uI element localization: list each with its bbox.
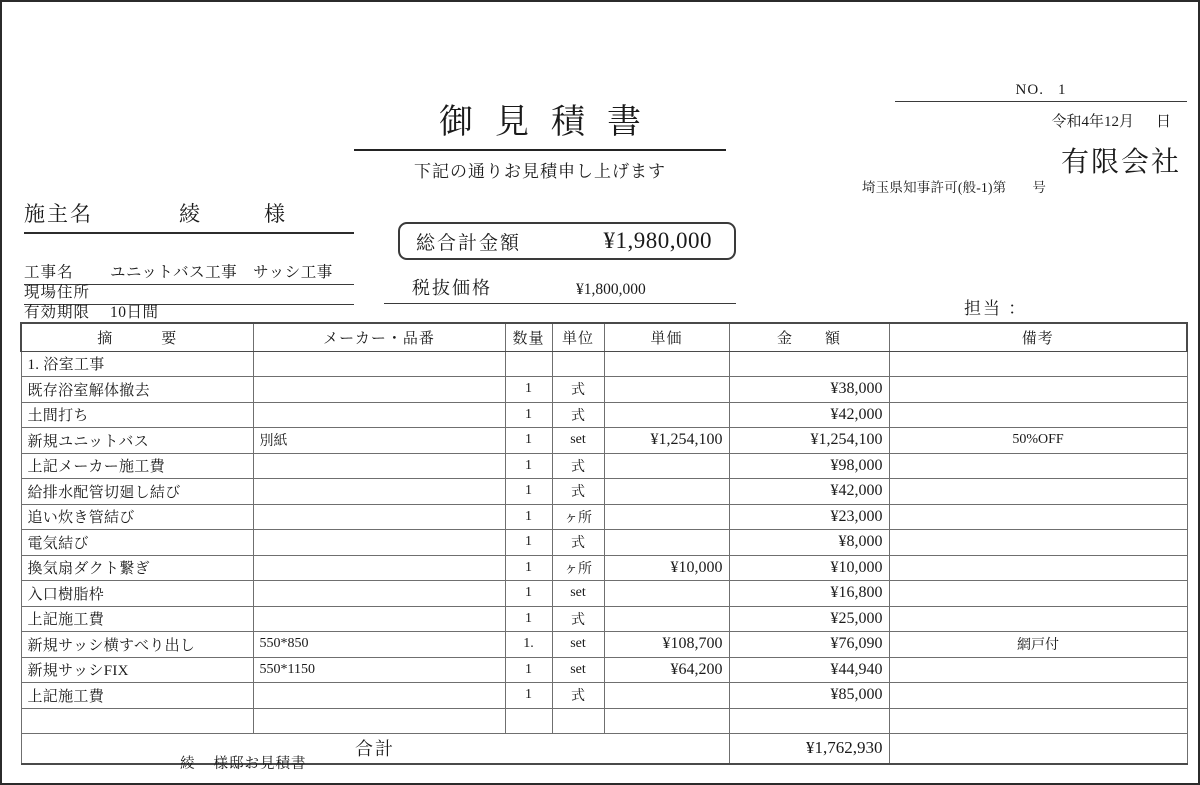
item-quantity: 1 bbox=[505, 377, 552, 403]
column-header-note: 備考 bbox=[889, 323, 1187, 351]
column-header-maker: メーカー・品番 bbox=[253, 323, 505, 351]
issue-date bbox=[895, 110, 1187, 131]
item-note: 50%OFF bbox=[889, 428, 1187, 454]
item-note bbox=[889, 555, 1187, 581]
item-quantity: 1 bbox=[505, 479, 552, 505]
item-amount: ¥42,000 bbox=[729, 479, 889, 505]
item-description: 上記施工費 bbox=[21, 606, 253, 632]
table-row bbox=[21, 657, 1187, 683]
item-unit: 式 bbox=[552, 402, 604, 428]
page-title: 御見積書 bbox=[354, 94, 726, 151]
item-quantity: 1 bbox=[505, 606, 552, 632]
item-maker bbox=[253, 351, 505, 377]
item-note bbox=[889, 606, 1187, 632]
table-row bbox=[21, 504, 1187, 530]
license-label: 埼玉県知事許可(般-1)第 bbox=[862, 180, 1007, 195]
item-maker bbox=[253, 377, 505, 403]
client-name-row bbox=[24, 198, 354, 234]
item-description: 上記メーカー施工費 bbox=[21, 453, 253, 479]
document-number-value: 1 bbox=[1057, 82, 1067, 98]
item-description: 換気扇ダクト繋ぎ bbox=[21, 555, 253, 581]
item-unit: ヶ所 bbox=[552, 504, 604, 530]
item-quantity bbox=[505, 351, 552, 377]
item-unit-price bbox=[604, 581, 729, 607]
item-note bbox=[889, 708, 1187, 734]
item-unit-price: ¥10,000 bbox=[604, 555, 729, 581]
item-unit-price bbox=[604, 351, 729, 377]
item-note bbox=[889, 351, 1187, 377]
item-note bbox=[889, 402, 1187, 428]
item-description: 入口樹脂枠 bbox=[21, 581, 253, 607]
item-note bbox=[889, 377, 1187, 403]
item-unit-price bbox=[604, 402, 729, 428]
table-row bbox=[21, 351, 1187, 377]
item-unit bbox=[552, 351, 604, 377]
page-subtitle: 下記の通りお見積申し上げます bbox=[414, 162, 666, 181]
item-note: 網戸付 bbox=[889, 632, 1187, 658]
license-suffix: 号 bbox=[1032, 180, 1047, 195]
table-header-row bbox=[21, 323, 1187, 351]
table-row bbox=[21, 530, 1187, 556]
item-maker: 550*1150 bbox=[253, 657, 505, 683]
item-quantity: 1 bbox=[505, 657, 552, 683]
item-unit: ヶ所 bbox=[552, 555, 604, 581]
item-amount: ¥25,000 bbox=[729, 606, 889, 632]
item-quantity: 1. bbox=[505, 632, 552, 658]
column-header-unit-price: 単価 bbox=[604, 323, 729, 351]
company-name: 有限会社 bbox=[1060, 147, 1181, 178]
item-unit-price bbox=[604, 504, 729, 530]
column-header-amount: 金 額 bbox=[729, 323, 889, 351]
item-quantity: 1 bbox=[505, 683, 552, 709]
item-quantity: 1 bbox=[505, 453, 552, 479]
item-amount: ¥76,090 bbox=[729, 632, 889, 658]
person-in-charge: 担当 ： bbox=[964, 299, 1028, 318]
item-note bbox=[889, 683, 1187, 709]
item-amount bbox=[729, 708, 889, 734]
footer-text: 様邸お見積書 bbox=[213, 756, 307, 772]
item-description: 追い炊き管結び bbox=[21, 504, 253, 530]
item-amount: ¥85,000 bbox=[729, 683, 889, 709]
item-unit: 式 bbox=[552, 479, 604, 505]
footer-client-name: 綾 bbox=[180, 756, 196, 772]
site-address-label: 現場住所 bbox=[24, 284, 91, 301]
item-quantity: 1 bbox=[505, 504, 552, 530]
item-description: 電気結び bbox=[21, 530, 253, 556]
total-label: 合計 bbox=[21, 734, 729, 764]
table-row bbox=[21, 453, 1187, 479]
license-number bbox=[862, 176, 1187, 196]
items-table-body bbox=[21, 351, 1187, 734]
validity-period-value: 10日間 bbox=[110, 304, 159, 321]
item-unit: set bbox=[552, 581, 604, 607]
items-table bbox=[20, 322, 1188, 765]
item-maker bbox=[253, 708, 505, 734]
item-description: 新規サッシ横すべり出し bbox=[21, 632, 253, 658]
item-unit-price bbox=[604, 683, 729, 709]
item-quantity bbox=[505, 708, 552, 734]
item-amount bbox=[729, 351, 889, 377]
client-name-honorific: 様 bbox=[264, 202, 287, 226]
item-amount: ¥38,000 bbox=[729, 377, 889, 403]
item-amount: ¥44,940 bbox=[729, 657, 889, 683]
item-maker bbox=[253, 606, 505, 632]
table-row bbox=[21, 683, 1187, 709]
grand-total-label: 総合計金額 bbox=[416, 232, 522, 254]
column-header-description: 摘 要 bbox=[21, 323, 253, 351]
item-unit: 式 bbox=[552, 530, 604, 556]
table-row bbox=[21, 402, 1187, 428]
item-maker: 別紙 bbox=[253, 428, 505, 454]
item-unit-price bbox=[604, 479, 729, 505]
table-row bbox=[21, 708, 1187, 734]
item-description: 土間打ち bbox=[21, 402, 253, 428]
total-note bbox=[889, 734, 1187, 764]
item-unit-price: ¥64,200 bbox=[604, 657, 729, 683]
table-row bbox=[21, 606, 1187, 632]
item-unit: set bbox=[552, 428, 604, 454]
column-header-quantity: 数量 bbox=[505, 323, 552, 351]
item-description bbox=[21, 708, 253, 734]
item-unit: 式 bbox=[552, 606, 604, 632]
item-unit: set bbox=[552, 632, 604, 658]
item-quantity: 1 bbox=[505, 581, 552, 607]
item-unit-price bbox=[604, 530, 729, 556]
item-quantity: 1 bbox=[505, 428, 552, 454]
table-row bbox=[21, 377, 1187, 403]
pretax-label: 税抜価格 bbox=[412, 278, 492, 298]
grand-total-value: ¥1,980,000 bbox=[603, 228, 712, 253]
item-maker bbox=[253, 402, 505, 428]
issue-date-value: 令和4年12月 bbox=[1051, 114, 1134, 130]
item-amount: ¥10,000 bbox=[729, 555, 889, 581]
item-description: 新規サッシFIX bbox=[21, 657, 253, 683]
item-maker: 550*850 bbox=[253, 632, 505, 658]
document-number-label: NO. bbox=[1015, 82, 1044, 98]
item-maker bbox=[253, 530, 505, 556]
item-description: 新規ユニットバス bbox=[21, 428, 253, 454]
table-row bbox=[21, 428, 1187, 454]
item-unit-price bbox=[604, 377, 729, 403]
item-quantity: 1 bbox=[505, 555, 552, 581]
item-unit-price bbox=[604, 708, 729, 734]
validity-period-label: 有効期限 bbox=[24, 304, 91, 321]
footer-note bbox=[180, 752, 307, 773]
client-name-value: 綾 bbox=[179, 202, 202, 226]
grand-total-box bbox=[398, 222, 736, 260]
item-unit-price: ¥108,700 bbox=[604, 632, 729, 658]
item-unit-price bbox=[604, 453, 729, 479]
item-maker bbox=[253, 504, 505, 530]
item-note bbox=[889, 581, 1187, 607]
total-amount: ¥1,762,930 bbox=[729, 734, 889, 764]
item-amount: ¥42,000 bbox=[729, 402, 889, 428]
item-amount: ¥8,000 bbox=[729, 530, 889, 556]
project-name-value: ユニットバス工事 サッシ工事 bbox=[110, 264, 333, 281]
item-unit-price: ¥1,254,100 bbox=[604, 428, 729, 454]
pretax-row bbox=[384, 274, 736, 304]
table-row bbox=[21, 632, 1187, 658]
client-name-label: 施主名 bbox=[24, 202, 93, 226]
item-maker bbox=[253, 479, 505, 505]
item-note bbox=[889, 479, 1187, 505]
issue-date-day: 日 bbox=[1155, 114, 1171, 130]
item-maker bbox=[253, 581, 505, 607]
document-number bbox=[895, 82, 1187, 102]
item-amount: ¥98,000 bbox=[729, 453, 889, 479]
table-row bbox=[21, 581, 1187, 607]
item-unit: 式 bbox=[552, 683, 604, 709]
item-note bbox=[889, 657, 1187, 683]
table-row bbox=[21, 479, 1187, 505]
item-amount: ¥23,000 bbox=[729, 504, 889, 530]
project-name-label: 工事名 bbox=[24, 264, 74, 281]
item-quantity: 1 bbox=[505, 530, 552, 556]
table-row bbox=[21, 555, 1187, 581]
item-note bbox=[889, 530, 1187, 556]
item-note bbox=[889, 453, 1187, 479]
item-description: 1. 浴室工事 bbox=[21, 351, 253, 377]
pretax-value: ¥1,800,000 bbox=[576, 281, 646, 298]
item-maker bbox=[253, 683, 505, 709]
item-description: 既存浴室解体撤去 bbox=[21, 377, 253, 403]
item-quantity: 1 bbox=[505, 402, 552, 428]
item-amount: ¥16,800 bbox=[729, 581, 889, 607]
item-unit: 式 bbox=[552, 453, 604, 479]
item-unit: 式 bbox=[552, 377, 604, 403]
item-amount: ¥1,254,100 bbox=[729, 428, 889, 454]
item-unit-price bbox=[604, 606, 729, 632]
item-note bbox=[889, 504, 1187, 530]
item-description: 上記施工費 bbox=[21, 683, 253, 709]
item-maker bbox=[253, 555, 505, 581]
item-description: 給排水配管切廻し結び bbox=[21, 479, 253, 505]
item-unit: set bbox=[552, 657, 604, 683]
item-maker bbox=[253, 453, 505, 479]
column-header-unit: 単位 bbox=[552, 323, 604, 351]
item-unit bbox=[552, 708, 604, 734]
